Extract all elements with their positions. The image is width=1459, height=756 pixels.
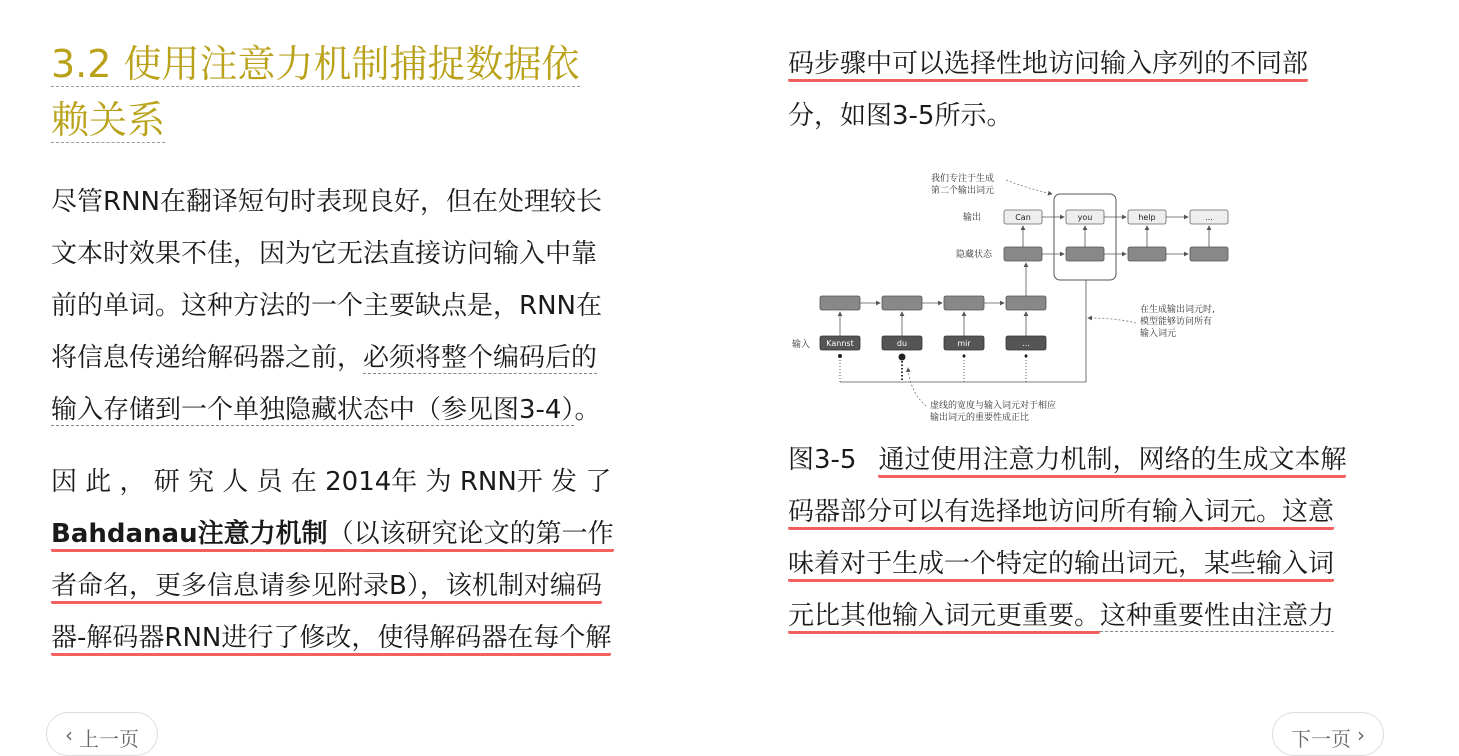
output-token-label: Can	[1015, 213, 1031, 222]
encoder-hidden	[882, 296, 922, 310]
highlight-red[interactable]: 通过使用注意力机制，网络的生成文本解	[878, 445, 1346, 478]
attention-diagram	[792, 168, 1286, 430]
note-bottom-1: 虚线的宽度与输入词元对于相应	[930, 401, 1057, 411]
input-tokens	[820, 336, 1046, 350]
input-token-label: Kannst	[826, 339, 854, 348]
highlight-red[interactable]: 元比其他输入词元更重要。	[788, 601, 1100, 634]
prev-page-button[interactable]: ‹ 上一页	[46, 712, 158, 756]
chevron-right-icon: ›	[1357, 723, 1365, 747]
label-input: 输入	[792, 340, 811, 350]
encoder-hidden	[944, 296, 984, 310]
highlight-red[interactable]: 器-解码器RNN进行了修改，使得解码器在每个解	[51, 623, 611, 656]
note-top-pointer	[1006, 180, 1052, 194]
hidden-state	[1004, 247, 1042, 261]
input-token-label: mir	[957, 339, 971, 348]
output-token-label: help	[1138, 213, 1156, 222]
highlight-red[interactable]: 码器部分可以有选择地访问所有输入词元。这意	[788, 497, 1334, 530]
label-output: 输出	[963, 213, 982, 223]
highlight-dashed[interactable]: 这种重要性由注意力	[1100, 601, 1335, 631]
highlight-dashed[interactable]: 输入存储到一个单独隐藏状态中（参见图3-4）	[51, 395, 575, 425]
note-right-3: 输入词元	[1140, 329, 1177, 339]
note-right-pointer	[1088, 318, 1136, 323]
note-bottom-2: 输出词元的重要性成正比	[930, 413, 1030, 423]
label-hidden: 隐藏状态	[956, 250, 993, 260]
input-token-label: du	[896, 339, 908, 348]
attention-bus	[840, 280, 1086, 382]
encoder-hidden	[1006, 296, 1046, 310]
hidden-state	[1128, 247, 1166, 261]
chevron-left-icon: ‹	[65, 723, 73, 747]
input-token-label: ...	[1022, 339, 1030, 348]
highlight-red[interactable]: 味着对于生成一个特定的输出词元，某些输入词	[788, 549, 1334, 582]
paragraph-2: 因 此 ， 研 究 人 员 在 2014年 为 RNN开 发 了 Bahdanau注意力机制（以该研究论文的第一作 者命名，更多信息请参见附录B），该机制对编码 器-解码器RNN进行了修改，使得解码器在每个解	[51, 456, 651, 664]
note-right-1: 在生成输出词元时,	[1140, 305, 1215, 315]
left-column	[51, 36, 651, 664]
paragraph-right-top: 码步骤中可以选择性地访问输入序列的不同部 分，如图3-5所示。	[788, 49, 1309, 131]
output-token-label: ...	[1205, 213, 1213, 222]
note-top-1: 我们专注于生成	[931, 174, 995, 184]
next-page-button[interactable]: 下一页 ›	[1272, 712, 1384, 756]
paragraph-1: 尽管RNN在翻译短句时表现良好，但在处理较长 文本时效果不佳，因为它无法直接访问输入中靠 前的单词。这种方法的一个主要缺点是，RNN在 将信息传递给解码器之前，必须将整个编码后的 输入存储到一个单独隐藏状态中（参见图3-4）。	[51, 187, 602, 425]
highlight-red[interactable]: 者命名，更多信息请参见附录B），该机制对编码	[51, 571, 602, 604]
section-title: 3.2 使用注意力机制捕捉数据依 赖关系	[51, 42, 580, 142]
highlight-dashed[interactable]: 必须将整个编码后的	[363, 343, 598, 373]
encoder-hidden	[820, 296, 860, 310]
note-bottom-pointer	[908, 368, 926, 406]
output-token-label: you	[1077, 213, 1093, 222]
highlight-red[interactable]: Bahdanau注意力机制（以该研究论文的第一作	[51, 519, 614, 552]
figure-3-5	[792, 168, 1286, 430]
highlight-red[interactable]: 码步骤中可以选择性地访问输入序列的不同部	[788, 49, 1308, 82]
figure-caption	[788, 434, 1408, 642]
hidden-state	[1066, 247, 1104, 261]
note-right-2: 模型能够访问所有	[1140, 317, 1213, 327]
caption-label: 图3-5	[788, 445, 857, 475]
note-top-2: 第二个输出词元	[931, 186, 995, 196]
right-column	[788, 38, 1408, 142]
hidden-state	[1190, 247, 1228, 261]
